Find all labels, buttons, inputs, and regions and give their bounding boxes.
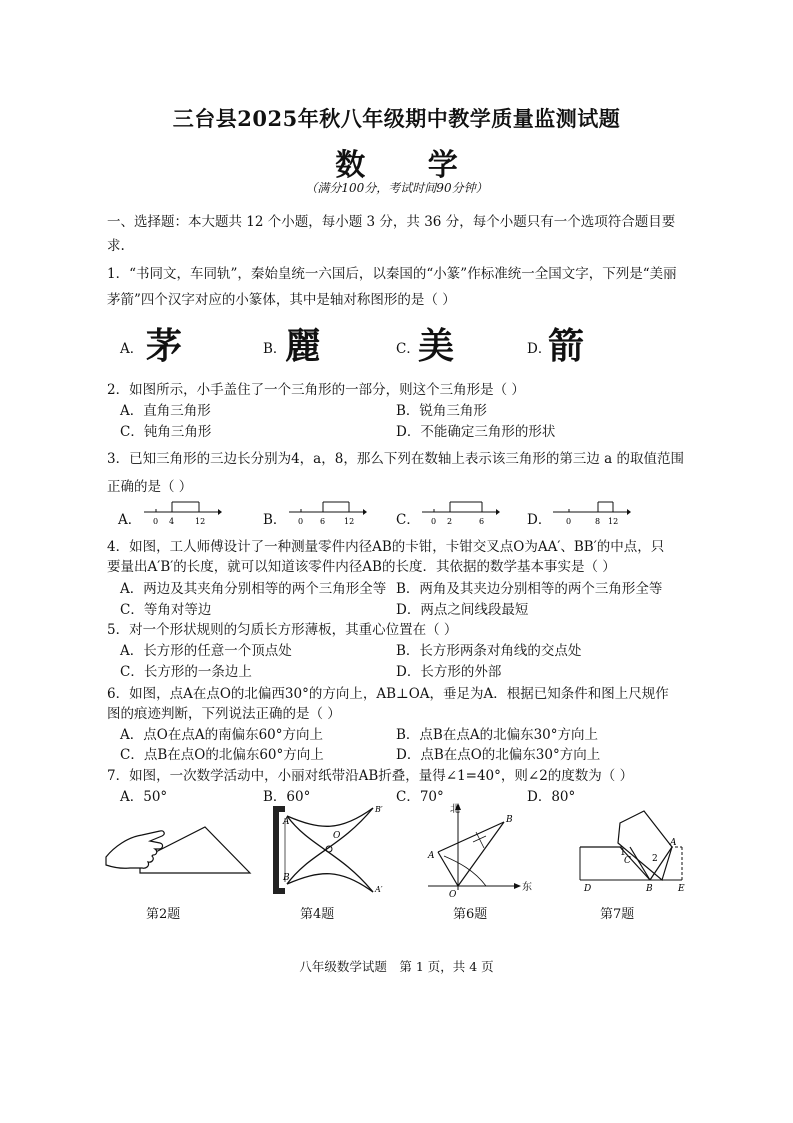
q3-d-tick-2: 12 [608, 517, 619, 526]
q2-option-a: A．直角三角形 [120, 403, 211, 419]
q6-option-b: B．点B在点A的北偏东30°方向上 [396, 727, 599, 743]
q1-option-c: C． [396, 341, 420, 357]
section-instructions-line1: 一、选择题：本大题共 12 个小题，每小题 3 分，共 36 分，每个小题只有一个选项符合题目要 [107, 214, 676, 230]
q3-a-tick-2: 12 [195, 517, 206, 526]
hand-icon [106, 831, 164, 868]
fig4-label-a: A [283, 817, 290, 827]
q1-stem-line2: 茅箭”四个汉字对应的小篆体，其中是轴对称图形的是（ ） [107, 292, 456, 308]
q5-option-b: B．长方形两条对角线的交点处 [396, 643, 582, 659]
q3-c-tick-1: 2 [447, 517, 453, 526]
q6-stem-line1: 6．如图，点A在点O的北偏西30°的方向上，AB⊥OA，垂足为A．根据已知条件和图上尺规作 [107, 686, 669, 702]
q7-option-b: B．60° [263, 789, 311, 805]
q2-option-b: B．锐角三角形 [396, 403, 487, 419]
q3-option-c: C． [396, 512, 420, 528]
q3-option-c-number-line [420, 498, 500, 528]
q3-c-tick-2: 6 [479, 517, 485, 526]
q6-stem-line2: 图的痕迹判断，下列说法正确的是（ ） [107, 706, 341, 722]
fig7-label-a: A [670, 838, 677, 848]
q1-option-b: B． [263, 341, 287, 357]
q3-a-tick-1: 4 [169, 517, 175, 526]
figure-7-caption: 第7题 [600, 907, 635, 922]
q6-option-a: A．点O在点A的南偏东60°方向上 [120, 727, 323, 743]
q3-b-tick-1: 6 [320, 517, 326, 526]
subject-title: 数 学 [335, 148, 484, 183]
figure-2-caption: 第2题 [146, 907, 181, 922]
q5-option-d: D．长方形的外部 [396, 664, 502, 680]
q7-stem: 7．如图，一次数学活动中，小丽对纸带沿AB折叠，量得∠1=40°，则∠2的度数为（ ） [107, 768, 634, 784]
q7-option-c: C．70° [396, 789, 444, 805]
q3-option-b-number-line [287, 498, 367, 528]
q1-option-a-glyph: 茅 [146, 325, 183, 367]
exam-title: 三台县2025年秋八年级期中教学质量监测试题 [172, 106, 621, 131]
figure-4-caliper [265, 802, 395, 902]
q1-stem-line1: 1．“书同文，车同轨”，秦始皇统一六国后，以秦国的“小篆”作标准统一全国文字，下列是“美丽 [107, 266, 677, 282]
q4-option-c: C．等角对等边 [120, 602, 212, 618]
q3-d-tick-0: 0 [566, 517, 572, 526]
q4-option-b: B．两角及其夹边分别相等的两个三角形全等 [396, 581, 663, 597]
q3-b-tick-2: 12 [344, 517, 355, 526]
q1-option-c-glyph: 美 [418, 325, 455, 367]
q3-c-tick-0: 0 [431, 517, 437, 526]
figure-6-caption: 第6题 [453, 907, 488, 922]
fig6-label-east: 东 [522, 882, 532, 893]
q5-option-a: A．长方形的任意一个顶点处 [120, 643, 292, 659]
q3-stem-line2: 正确的是（ ） [107, 479, 193, 495]
section-instructions-line2: 求. [107, 238, 125, 254]
q3-option-a: A． [118, 512, 142, 528]
q6-option-c: C．点B在点O的北偏东60°方向上 [120, 747, 324, 763]
fig7-label-b: B [646, 884, 653, 894]
q3-option-d-number-line [551, 498, 631, 528]
q2-option-d: D．不能确定三角形的形状 [396, 424, 556, 440]
figure-6-directions [418, 800, 538, 900]
q5-stem: 5．对一个形状规则的匀质长方形薄板，其重心位置在（ ） [107, 622, 458, 638]
q4-stem-line2: 要量出A′B′的长度，就可以知道该零件内径AB的长度．其依据的数学基本事实是（ ） [107, 559, 616, 575]
q2-stem: 2．如图所示，小手盖住了一个三角形的一部分，则这个三角形是（ ） [107, 382, 525, 398]
q3-option-d: D． [527, 512, 552, 528]
fig6-label-a: A [428, 851, 435, 861]
fig7-label-e: E [678, 884, 685, 894]
figure-4-caption: 第4题 [300, 907, 335, 922]
figure-7-folded-strip [570, 805, 695, 895]
fig6-label-b: B [506, 815, 513, 825]
q6-option-d: D．点B在点O的北偏东30°方向上 [396, 747, 601, 763]
q3-option-a-number-line [142, 498, 222, 528]
q4-stem-line1: 4．如图，工人师傅设计了一种测量零件内径AB的卡钳，卡钳交叉点O为AA′、BB′的中点，只 [107, 539, 665, 555]
q3-a-tick-0: 0 [153, 517, 159, 526]
fig4-label-o: O [333, 831, 341, 841]
fig7-label-c: C [624, 856, 631, 866]
q2-option-c: C．钝角三角形 [120, 424, 212, 440]
figure-2-hand-triangle [100, 815, 260, 895]
fig4-label-b: B [283, 873, 290, 883]
exam-info: （满分100分，考试时间90分钟） [305, 181, 488, 195]
fig7-label-angle-2: 2 [652, 854, 658, 864]
q5-option-c: C．长方形的一条边上 [120, 664, 252, 680]
q4-option-d: D．两点之间线段最短 [396, 602, 529, 618]
q1-option-a: A． [120, 341, 144, 357]
q1-option-d-glyph: 箭 [548, 325, 585, 367]
fig7-label-d: D [584, 884, 592, 894]
page-footer: 八年级数学试题 第 1 页，共 4 页 [299, 959, 494, 974]
q1-option-d: D． [527, 341, 552, 357]
q7-option-d: D．80° [527, 789, 576, 805]
q4-option-a: A．两边及其夹角分别相等的两个三角形全等 [120, 581, 387, 597]
q3-b-tick-0: 0 [298, 517, 304, 526]
fig6-label-north: 北 [450, 804, 460, 815]
q1-option-b-glyph: 麗 [285, 325, 322, 367]
q7-option-a: A．50° [120, 789, 168, 805]
fig6-label-o: O [449, 890, 457, 900]
q3-stem-line1: 3．已知三角形的三边长分别为4，a，8，那么下列在数轴上表示该三角形的第三边 a 的取值范围 [107, 451, 684, 467]
fig7-label-angle-1: 1 [620, 848, 626, 858]
fig4-label-b-prime: B′ [375, 805, 383, 814]
fig4-label-a-prime: A′ [375, 885, 383, 894]
q3-d-tick-1: 8 [595, 517, 601, 526]
q3-option-b: B． [263, 512, 287, 528]
